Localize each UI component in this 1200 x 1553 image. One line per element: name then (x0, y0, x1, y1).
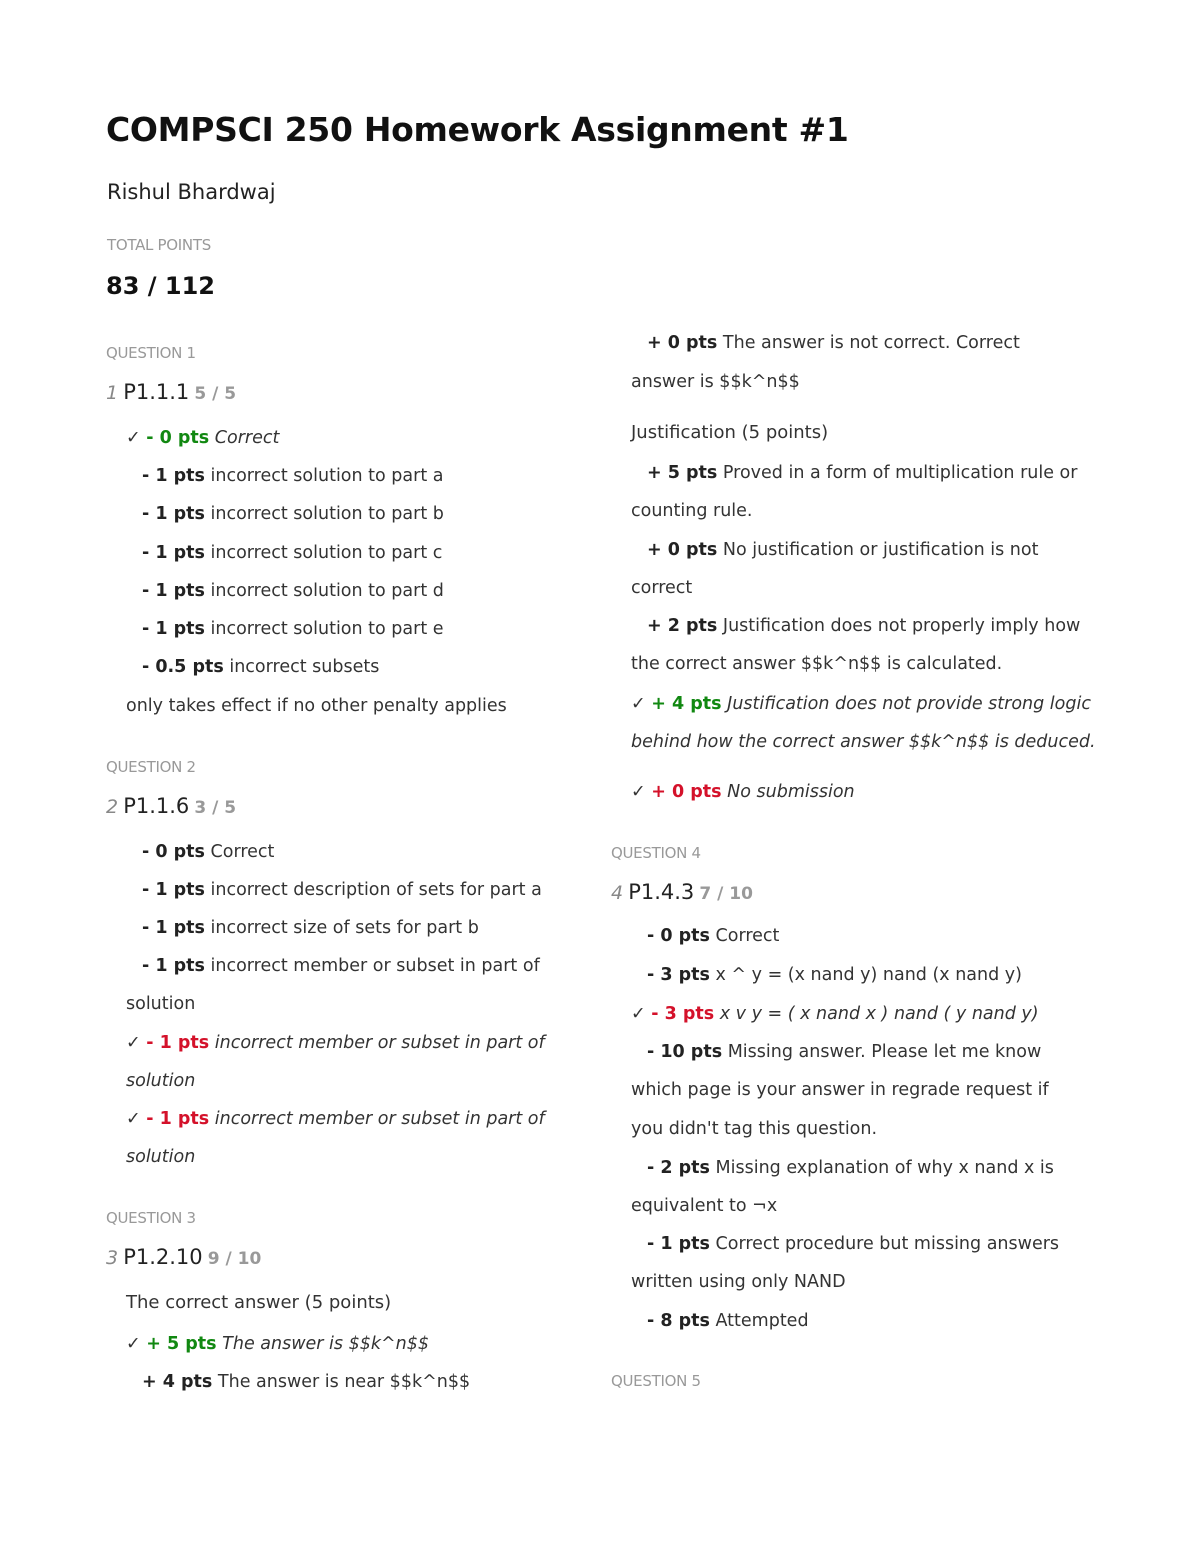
rubric-text: Correct (715, 926, 780, 946)
rubric-item-applied (126, 1032, 545, 1054)
question-title: P1.1.1 (123, 380, 190, 404)
rubric-points: - 1 pts (142, 918, 205, 938)
rubric-points: - 1 pts (647, 1234, 710, 1254)
rubric-points: - 2 pts (647, 1158, 710, 1178)
rubric-text-continued: which page is your answer in regrade request if (631, 1080, 1049, 1100)
check-icon: ✓ (126, 1334, 141, 1354)
question-1-header (106, 380, 236, 404)
rubric-points: + 5 pts (146, 1334, 217, 1354)
rubric-points: - 0.5 pts (142, 657, 224, 677)
rubric-text-continued: solution (126, 994, 196, 1014)
rubric-text: The answer is $$k^n$$ (222, 1334, 430, 1354)
rubric-text: incorrect member or subset in part of (214, 1033, 545, 1053)
rubric-text-continued: solution (126, 1147, 196, 1167)
rubric-item (647, 1157, 1054, 1179)
rubric-item (647, 615, 1080, 637)
rubric-text: The answer is not correct. Correct (722, 333, 1020, 353)
rubric-points: - 1 pts (142, 619, 205, 639)
rubric-text: Missing explanation of why x nand x is (715, 1158, 1054, 1178)
rubric-points: - 1 pts (142, 466, 205, 486)
rubric-text: Justification does not provide strong logic (727, 694, 1091, 714)
rubric-item (142, 542, 442, 564)
rubric-text: x v y = ( x nand x ) nand ( y nand y) (719, 1004, 1039, 1024)
rubric-points: - 1 pts (142, 581, 205, 601)
rubric-item (142, 465, 443, 487)
rubric-text-continued: you didn't tag this question. (631, 1119, 878, 1139)
rubric-points: + 5 pts (647, 463, 718, 483)
rubric-item-applied (631, 1003, 1039, 1025)
rubric-text: incorrect member or subset in part of (214, 1109, 545, 1129)
rubric-points: - 3 pts (651, 1004, 715, 1024)
question-3-label: QUESTION 3 (106, 1209, 196, 1227)
rubric-item (142, 917, 479, 939)
rubric-text: Proved in a form of multiplication rule or (722, 463, 1078, 483)
check-icon: ✓ (126, 1033, 141, 1053)
rubric-points: - 10 pts (647, 1042, 723, 1062)
rubric-item (647, 332, 1020, 354)
rubric-item (142, 656, 379, 678)
rubric-group-title: The correct answer (5 points) (126, 1292, 392, 1313)
rubric-item (142, 955, 540, 977)
rubric-text-continued: the correct answer $$k^n$$ is calculated. (631, 654, 1003, 674)
rubric-item (142, 879, 542, 901)
rubric-text: No submission (727, 782, 855, 802)
rubric-text: incorrect solution to part d (210, 581, 444, 601)
rubric-text: incorrect solution to part c (210, 543, 443, 563)
question-score: 9 / 10 (207, 1249, 262, 1269)
rubric-text: incorrect size of sets for part b (210, 918, 479, 938)
rubric-text-continued: solution (126, 1071, 196, 1091)
rubric-points: - 1 pts (146, 1033, 210, 1053)
rubric-note: only takes effect if no other penalty applies (126, 696, 507, 716)
rubric-item (647, 964, 1022, 986)
rubric-text-continued: answer is $$k^n$$ (631, 372, 800, 392)
rubric-text: Correct (214, 428, 280, 448)
rubric-text: The answer is near $$k^n$$ (217, 1372, 471, 1392)
question-number: 1 (106, 382, 119, 404)
rubric-item (647, 1310, 809, 1332)
rubric-points: - 1 pts (142, 880, 205, 900)
rubric-points: + 0 pts (647, 540, 718, 560)
rubric-item-applied (126, 1333, 429, 1355)
rubric-points: - 0 pts (142, 842, 205, 862)
rubric-text: incorrect solution to part b (210, 504, 444, 524)
rubric-text: Correct (210, 842, 275, 862)
rubric-item (142, 618, 444, 640)
question-title: P1.1.6 (123, 794, 190, 818)
total-score: 83 / 112 (106, 272, 215, 300)
question-score: 3 / 5 (194, 798, 237, 818)
rubric-points: - 1 pts (142, 504, 205, 524)
rubric-points: - 1 pts (142, 543, 205, 563)
rubric-text-continued: correct (631, 578, 693, 598)
rubric-item-applied (126, 427, 279, 449)
question-number: 2 (106, 796, 119, 818)
rubric-group-title: Justification (5 points) (631, 422, 829, 443)
check-icon: ✓ (631, 694, 646, 714)
rubric-text: incorrect solution to part e (210, 619, 444, 639)
rubric-text: Correct procedure but missing answers (715, 1234, 1060, 1254)
page-title: COMPSCI 250 Homework Assignment #1 (106, 110, 849, 149)
rubric-points: - 3 pts (647, 965, 710, 985)
rubric-item (647, 462, 1077, 484)
rubric-points: - 0 pts (647, 926, 710, 946)
rubric-points: + 0 pts (651, 782, 722, 802)
rubric-text: incorrect member or subset in part of (210, 956, 540, 976)
rubric-item (647, 925, 779, 947)
question-title: P1.4.3 (628, 880, 695, 904)
rubric-item (142, 580, 444, 602)
rubric-item (142, 841, 274, 863)
rubric-points: - 8 pts (647, 1311, 710, 1331)
rubric-item (142, 1371, 470, 1393)
rubric-item (647, 1233, 1059, 1255)
question-2-header (106, 794, 236, 818)
question-3-header (106, 1245, 261, 1269)
rubric-item (647, 539, 1038, 561)
rubric-text: Missing answer. Please let me know (727, 1042, 1042, 1062)
rubric-points: + 4 pts (142, 1372, 213, 1392)
rubric-text: incorrect solution to part a (210, 466, 444, 486)
rubric-item (647, 1041, 1041, 1063)
rubric-text: No justification or justification is not (722, 540, 1039, 560)
question-score: 7 / 10 (699, 884, 753, 904)
rubric-text-continued: equivalent to ¬x (631, 1196, 778, 1216)
question-title: P1.2.10 (123, 1245, 203, 1269)
rubric-item-applied (126, 1108, 545, 1130)
rubric-points: - 0 pts (146, 428, 210, 448)
rubric-text-continued: written using only NAND (631, 1272, 846, 1292)
question-score: 5 / 5 (194, 384, 237, 404)
rubric-points: - 1 pts (146, 1109, 210, 1129)
rubric-item (142, 503, 444, 525)
check-icon: ✓ (631, 1004, 646, 1024)
check-icon: ✓ (126, 428, 141, 448)
rubric-text: Justification does not properly imply how (722, 616, 1081, 636)
question-number: 3 (106, 1247, 119, 1269)
question-1-label: QUESTION 1 (106, 344, 196, 362)
rubric-text-continued: behind how the correct answer $$k^n$$ is deduced. (631, 732, 1096, 752)
rubric-text: Attempted (715, 1311, 809, 1331)
question-5-label: QUESTION 5 (611, 1372, 701, 1390)
rubric-text: x ^ y = (x nand y) nand (x nand y) (715, 965, 1022, 985)
rubric-points: + 4 pts (651, 694, 722, 714)
question-4-header (611, 880, 753, 904)
rubric-points: + 0 pts (647, 333, 718, 353)
student-name: Rishul Bhardwaj (107, 180, 276, 204)
rubric-item-applied (631, 693, 1091, 715)
check-icon: ✓ (126, 1109, 141, 1129)
rubric-points: - 1 pts (142, 956, 205, 976)
rubric-points: + 2 pts (647, 616, 718, 636)
question-number: 4 (611, 882, 624, 904)
rubric-text: incorrect description of sets for part a (210, 880, 542, 900)
rubric-text-continued: counting rule. (631, 501, 753, 521)
rubric-text: incorrect subsets (229, 657, 380, 677)
total-points-label: TOTAL POINTS (107, 236, 211, 254)
rubric-item-applied (631, 781, 855, 803)
question-4-label: QUESTION 4 (611, 844, 701, 862)
check-icon: ✓ (631, 782, 646, 802)
question-2-label: QUESTION 2 (106, 758, 196, 776)
